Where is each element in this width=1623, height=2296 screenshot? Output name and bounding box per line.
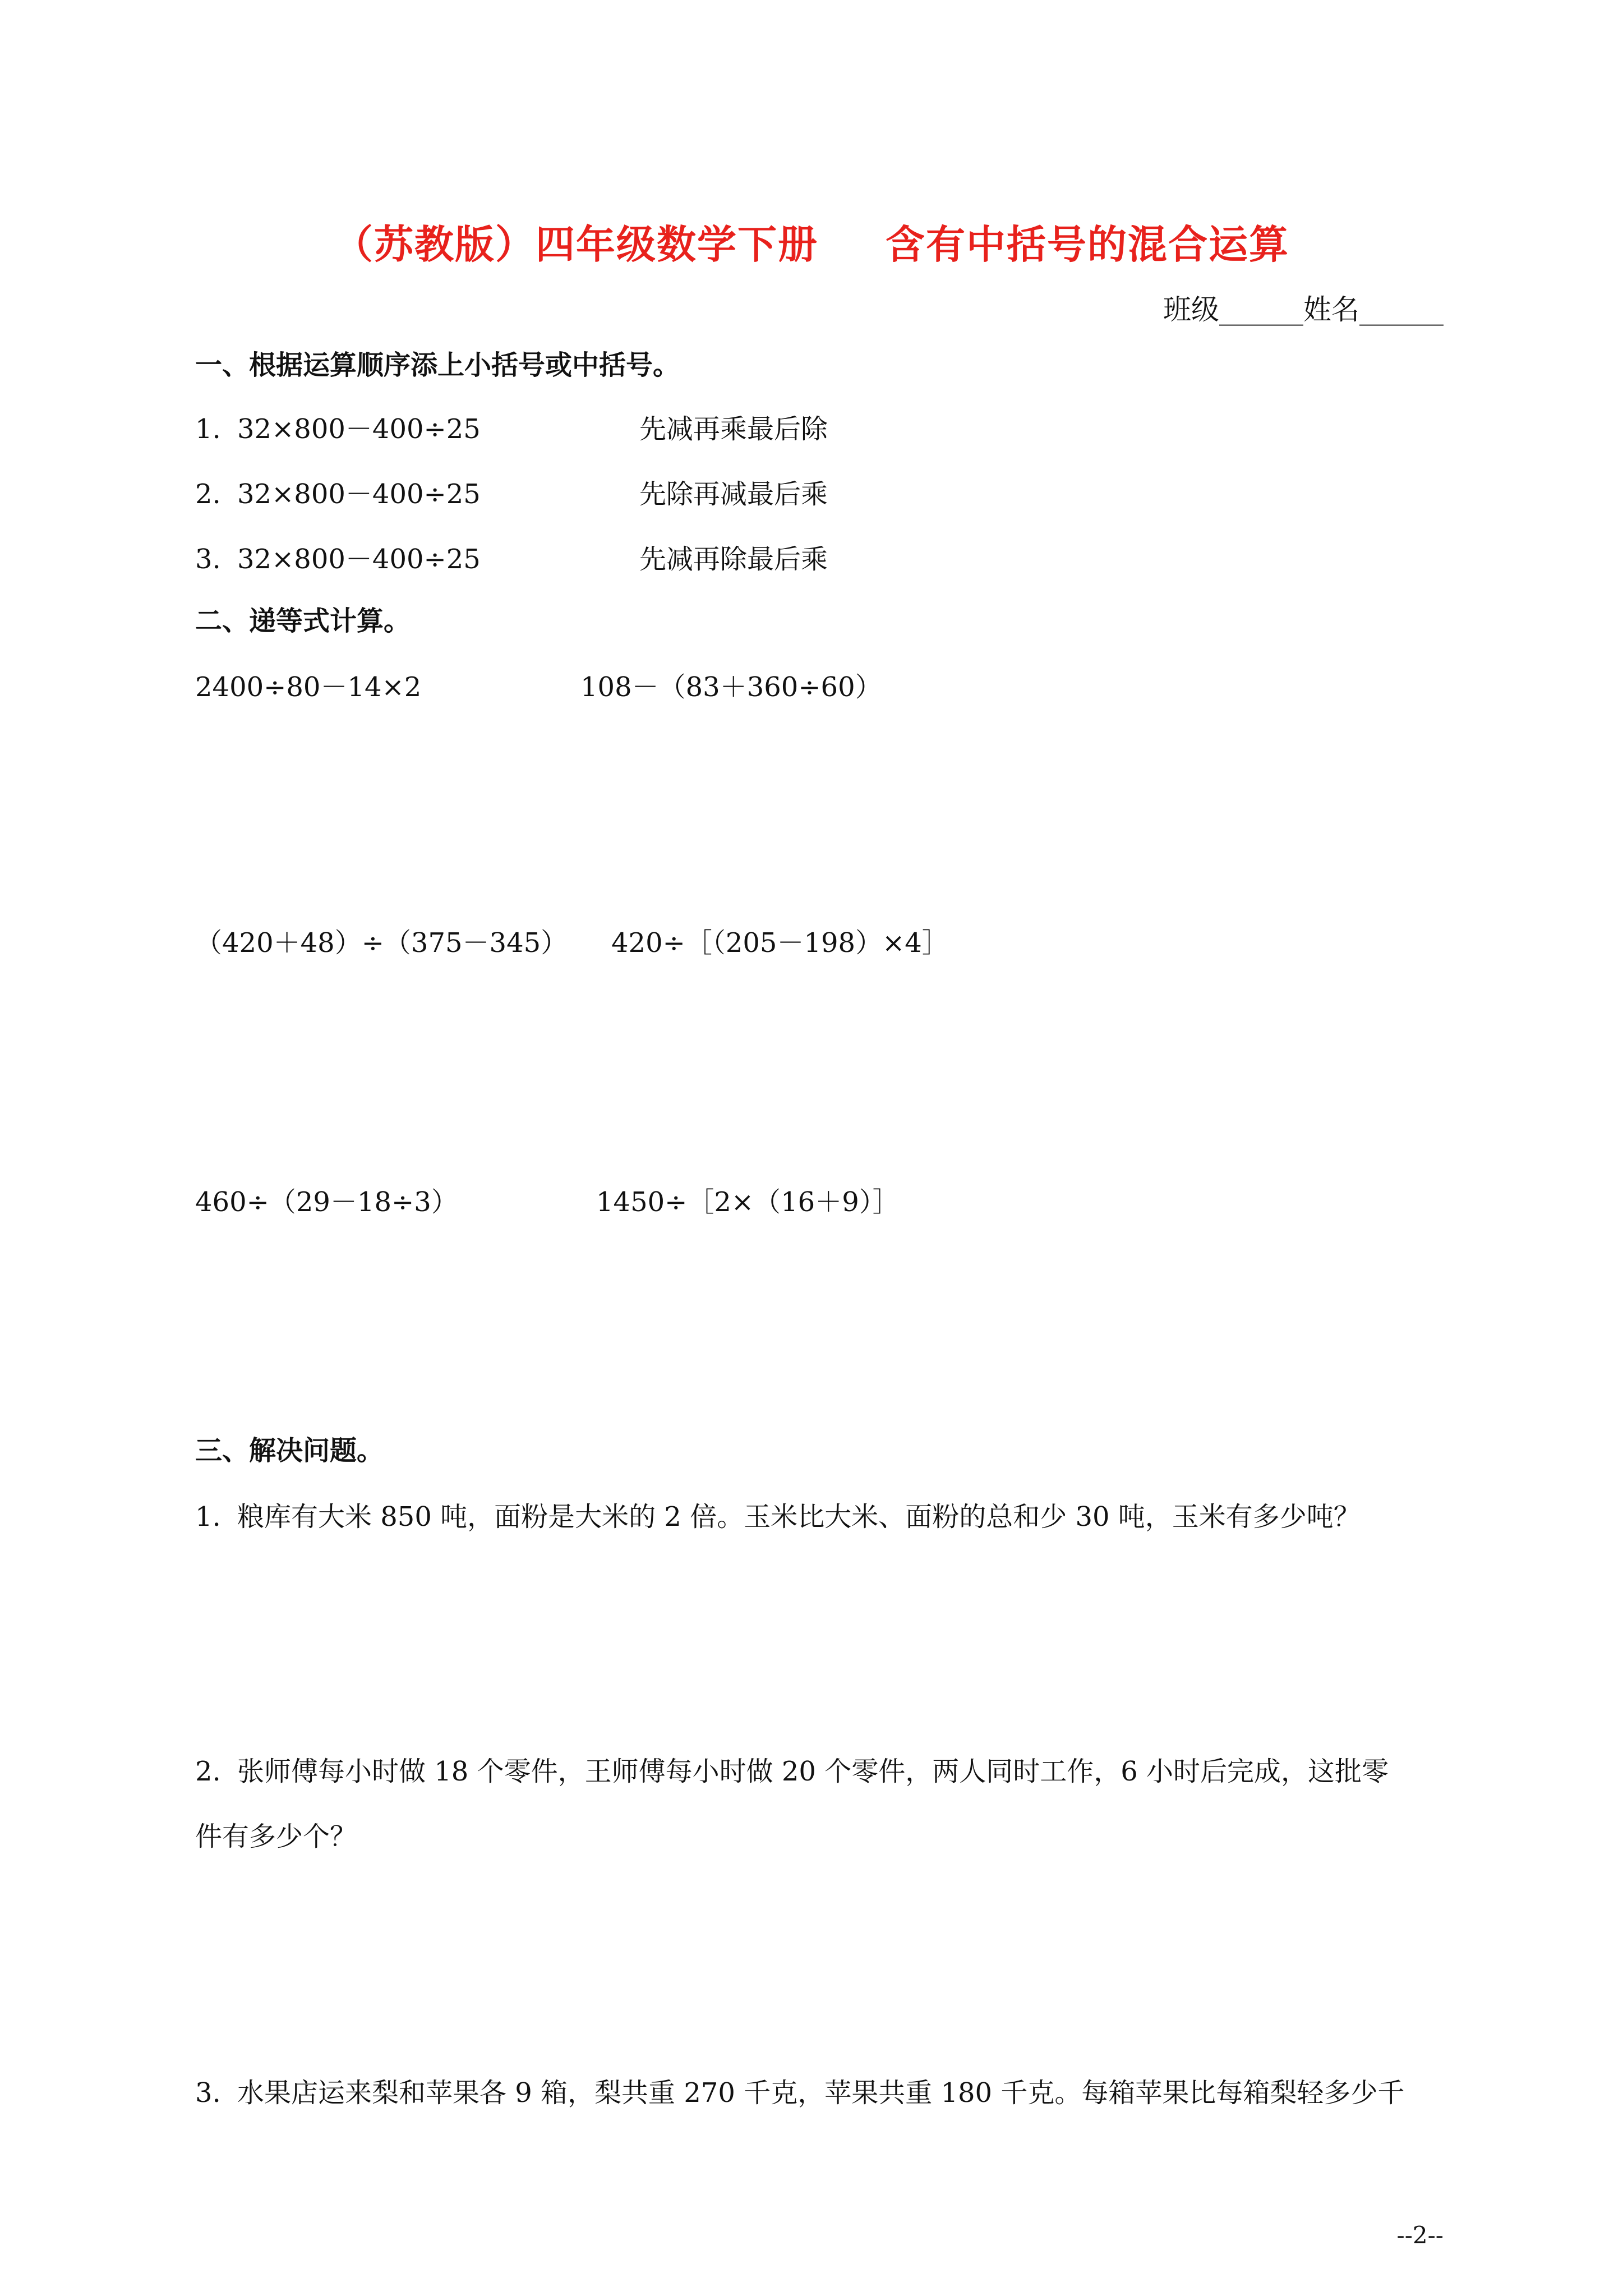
section3-heading: 三、解决问题。	[195, 1435, 384, 1466]
s1-item-order: 先减再除最后乘	[639, 544, 828, 575]
word-problem-1	[195, 1495, 1361, 1534]
problem-text: 水果店运来梨和苹果各 9 箱，梨共重 270 千克，苹果共重 180 千克。每箱苹果比每箱梨轻多少千	[237, 2077, 1405, 2109]
class-name-line: 班级______姓名______	[1163, 293, 1444, 326]
calc-expression: 108－（83＋360÷60）	[580, 671, 882, 703]
word-problem-3	[195, 2071, 1404, 2110]
word-problem-2	[195, 1750, 1389, 1788]
calc-expression: 2400÷80－14×2	[195, 671, 422, 703]
s1-item-1	[195, 407, 481, 446]
s1-item-number: 2.	[195, 478, 221, 510]
calc-expression: （420＋48）÷（375－345）	[195, 927, 568, 959]
section2-heading: 二、递等式计算。	[195, 605, 411, 637]
s1-item-expression: 32×800－400÷25	[237, 544, 481, 575]
title-right: 含有中括号的混合运算	[886, 221, 1289, 268]
problem-text: 粮库有大米 850 吨，面粉是大米的 2 倍。玉米比大米、面粉的总和少 30 吨，玉米有多少吨？	[237, 1501, 1361, 1533]
calc-expression: 420÷［（205－198）×4］	[611, 927, 949, 959]
problem-text-continued: 件有多少个？	[195, 1821, 357, 1852]
problem-text: 张师傅每小时做 18 个零件，王师傅每小时做 20 个零件，两人同时工作，6 小时后完成，这批零	[237, 1756, 1389, 1787]
s1-item-order: 先除再减最后乘	[639, 478, 828, 510]
s1-item-number: 3.	[195, 544, 221, 575]
s1-item-2	[195, 472, 481, 511]
s1-item-expression: 32×800－400÷25	[237, 413, 481, 445]
calc-expression: 1450÷［2×（16＋9）］	[596, 1186, 900, 1218]
s1-item-expression: 32×800－400÷25	[237, 478, 481, 510]
page-number: --2--	[1396, 2221, 1444, 2249]
problem-number: 2.	[195, 1756, 221, 1787]
s1-item-3	[195, 537, 481, 576]
calc-expression: 460÷（29－18÷3）	[195, 1186, 458, 1218]
worksheet-title	[0, 213, 1623, 270]
s1-item-number: 1.	[195, 413, 221, 445]
problem-number: 1.	[195, 1501, 221, 1533]
problem-number: 3.	[195, 2077, 221, 2109]
section1-heading: 一、根据运算顺序添上小括号或中括号。	[195, 349, 680, 381]
s1-item-order: 先减再乘最后除	[639, 413, 828, 445]
title-left: （苏教版）四年级数学下册	[334, 221, 818, 268]
